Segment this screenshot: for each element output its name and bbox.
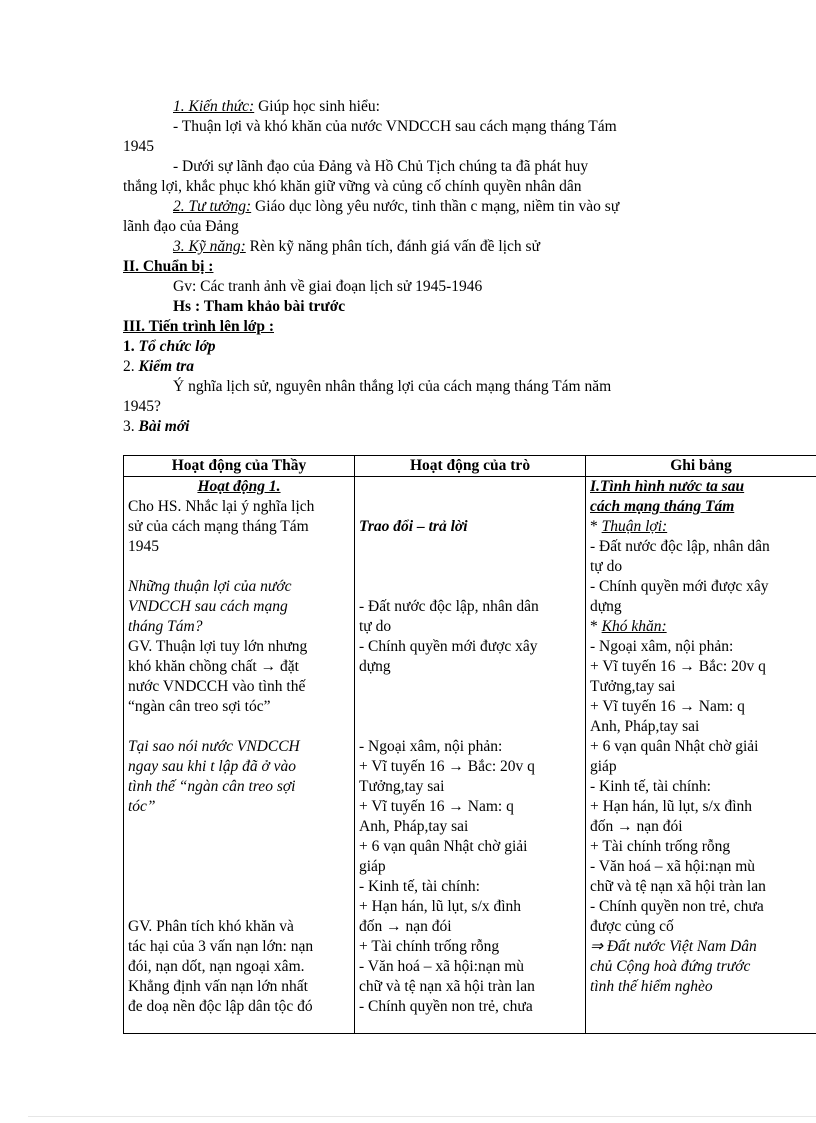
student-text: đốn → nạn đói	[359, 918, 452, 935]
spacer	[359, 697, 581, 717]
teacher-question: Tại sao nói nước VNDCCH	[128, 738, 300, 755]
board-title: cách mạng tháng Tám	[590, 498, 735, 515]
student-text: giáp	[359, 858, 386, 875]
board-text: + Hạn hán, lũ lụt, s/x đình	[590, 798, 753, 815]
spacer	[359, 717, 581, 737]
board-text: dựng	[590, 598, 622, 615]
knowledge-label: 1. Kiến thức:	[173, 98, 255, 115]
board-text: + Vĩ tuyến 16 → Nam: q	[590, 698, 745, 715]
spacer	[128, 557, 350, 577]
lesson-table	[123, 455, 816, 1034]
board-conclusion: ⇒ Đất nước Việt Nam Dân	[590, 938, 757, 955]
board-text: Tưởng,tay sai	[590, 678, 676, 695]
teacher-text: đói, nạn dốt, nạn ngoại xâm.	[128, 958, 305, 975]
student-text: tự do	[359, 618, 392, 635]
review-question-cont: 1945?	[123, 398, 161, 415]
step-3-number: 3.	[123, 418, 139, 435]
student-text: + Tài chính trống rỗng	[359, 938, 500, 955]
teacher-text: khó khăn chồng chất → đặt	[128, 658, 299, 675]
teacher-cell	[124, 477, 355, 1034]
student-text: dựng	[359, 658, 391, 675]
prep-heading: II. Chuẩn bị :	[123, 258, 214, 275]
step-3	[123, 417, 189, 437]
star-icon: *	[590, 518, 602, 535]
teacher-question: tháng Tám?	[128, 618, 203, 635]
student-text: - Văn hoá – xã hội:nạn mù	[359, 958, 525, 975]
board-title: I.Tình hình nước ta sau	[590, 478, 745, 495]
board-text: được củng cố	[590, 918, 674, 935]
teacher-text: Khẳng định vấn nạn lớn nhất	[128, 978, 308, 995]
step-3-label: Bài mới	[138, 418, 190, 435]
step-2-number: 2.	[123, 358, 139, 375]
thought-cont: lãnh đạo của Đảng	[123, 218, 239, 235]
advantages-label: Thuận lợi:	[601, 518, 668, 535]
teacher-text: tác hại của 3 vấn nạn lớn: nạn	[128, 938, 314, 955]
student-text: - Đất nước độc lập, nhân dân	[359, 598, 539, 615]
board-text: - Ngoại xâm, nội phản:	[590, 638, 734, 655]
student-text: + 6 vạn quân Nhật chờ giải	[359, 838, 528, 855]
table-row	[124, 477, 816, 1034]
prep-hs: Hs : Tham khảo bài trước	[173, 298, 346, 315]
teacher-text: GV. Phân tích khó khăn và	[128, 918, 294, 935]
spacer	[128, 817, 350, 837]
knowledge-item-2-cont: thắng lợi, khắc phục khó khăn giữ vững và củng cố chính quyền nhân dân	[123, 178, 582, 195]
knowledge-line	[173, 97, 380, 117]
teacher-text: nước VNDCCH vào tình thế	[128, 678, 306, 695]
student-text: + Vĩ tuyến 16 → Bắc: 20v q	[359, 758, 535, 775]
prep-gv: Gv: Các tranh ảnh về giai đoạn lịch sử 1945-1946	[173, 278, 483, 295]
thought-text: Giáo dục lòng yêu nước, tinh thần c mạng, niềm tin vào sự	[251, 198, 620, 215]
board-text: - Đất nước độc lập, nhân dân	[590, 538, 770, 555]
teacher-question: VNDCCH sau cách mạng	[128, 598, 288, 615]
board-conclusion: tình thế hiểm nghèo	[590, 978, 713, 995]
board-text: giáp	[590, 758, 617, 775]
board-text: tự do	[590, 558, 623, 575]
student-text: Tưởng,tay sai	[359, 778, 445, 795]
spacer	[128, 837, 350, 857]
step-1-label: Tổ chức lớp	[138, 338, 216, 355]
step-2	[123, 357, 194, 377]
board-cell	[586, 477, 816, 1034]
teacher-text: “ngàn cân treo sợi tóc”	[128, 698, 271, 715]
step-1	[123, 337, 216, 357]
spacer	[128, 897, 350, 917]
board-text: - Chính quyền non trẻ, chưa	[590, 898, 764, 915]
table-header-row	[124, 456, 816, 477]
activity-title: Hoạt động 1.	[197, 478, 281, 495]
teacher-question: Những thuận lợi của nước	[128, 578, 292, 595]
header-board: Ghi bảng	[586, 456, 816, 477]
step-1-number: 1.	[123, 338, 139, 355]
spacer	[359, 577, 581, 597]
board-text: + 6 vạn quân Nhật chờ giải	[590, 738, 759, 755]
header-teacher: Hoạt động của Thầy	[124, 456, 355, 477]
thought-line	[173, 197, 619, 217]
advantages-heading	[590, 517, 812, 537]
teacher-question: tóc”	[128, 798, 156, 815]
difficulties-label: Khó khăn:	[601, 618, 667, 635]
board-text: - Chính quyền mới được xây	[590, 578, 769, 595]
page-bottom-rule	[28, 1116, 816, 1117]
spacer	[128, 717, 350, 737]
student-text: - Ngoại xâm, nội phản:	[359, 738, 503, 755]
teacher-text: sử của cách mạng tháng Tám	[128, 518, 309, 535]
knowledge-text: Giúp học sinh hiểu:	[254, 98, 380, 115]
board-text: - Văn hoá – xã hội:nạn mù	[590, 858, 756, 875]
spacer	[359, 537, 581, 557]
board-conclusion: chủ Cộng hoà đứng trước	[590, 958, 751, 975]
thought-label: 2. Tư tưởng:	[173, 198, 252, 215]
student-text: + Vĩ tuyến 16 → Nam: q	[359, 798, 514, 815]
teacher-question: ngay sau khi t lập đã ở vào	[128, 758, 296, 775]
star-icon: *	[590, 618, 602, 635]
spacer	[359, 477, 581, 497]
skill-text: Rèn kỹ năng phân tích, đánh giá vấn đề lịch sử	[245, 238, 540, 255]
step-2-label: Kiểm tra	[138, 358, 195, 375]
knowledge-item-2: - Dưới sự lãnh đạo của Đảng và Hồ Chủ Tịch chúng ta đã phát huy	[173, 158, 589, 175]
student-exchange: Trao đổi – trả lời	[359, 518, 468, 535]
board-text: - Kinh tế, tài chính:	[590, 778, 711, 795]
student-text: - Chính quyền mới được xây	[359, 638, 538, 655]
spacer	[359, 677, 581, 697]
board-text: chữ và tệ nạn xã hội tràn lan	[590, 878, 766, 895]
skill-label: 3. Kỹ năng:	[173, 238, 246, 255]
knowledge-item-1: - Thuận lợi và khó khăn của nước VNDCCH sau cách mạng tháng Tám	[173, 118, 617, 135]
student-text: - Chính quyền non trẻ, chưa	[359, 998, 533, 1015]
spacer	[128, 877, 350, 897]
spacer	[359, 497, 581, 517]
student-text: chữ và tệ nạn xã hội tràn lan	[359, 978, 535, 995]
header-student: Hoạt động của trò	[355, 456, 586, 477]
teacher-text: GV. Thuận lợi tuy lớn nhưng	[128, 638, 308, 655]
board-text: + Tài chính trống rỗng	[590, 838, 731, 855]
teacher-text: Cho HS. Nhắc lại ý nghĩa lịch	[128, 498, 315, 515]
board-text: Anh, Pháp,tay sai	[590, 718, 700, 735]
teacher-text: đe doạ nền độc lập dân tộc đó	[128, 998, 313, 1015]
student-text: Anh, Pháp,tay sai	[359, 818, 469, 835]
spacer	[359, 557, 581, 577]
skill-line	[173, 237, 540, 257]
difficulties-heading	[590, 617, 812, 637]
board-text: + Vĩ tuyến 16 → Bắc: 20v q	[590, 658, 766, 675]
board-text: đốn → nạn đói	[590, 818, 683, 835]
teacher-question: tình thế “ngàn cân treo sợi	[128, 778, 296, 795]
teacher-text: 1945	[128, 538, 159, 555]
student-text: - Kinh tế, tài chính:	[359, 878, 480, 895]
review-question: Ý nghĩa lịch sử, nguyên nhân thắng lợi của cách mạng tháng Tám năm	[173, 378, 612, 395]
spacer	[128, 857, 350, 877]
process-heading: III. Tiến trình lên lớp :	[123, 318, 274, 335]
student-text: + Hạn hán, lũ lụt, s/x đình	[359, 898, 522, 915]
student-cell	[355, 477, 586, 1034]
knowledge-item-1-cont: 1945	[123, 138, 154, 155]
